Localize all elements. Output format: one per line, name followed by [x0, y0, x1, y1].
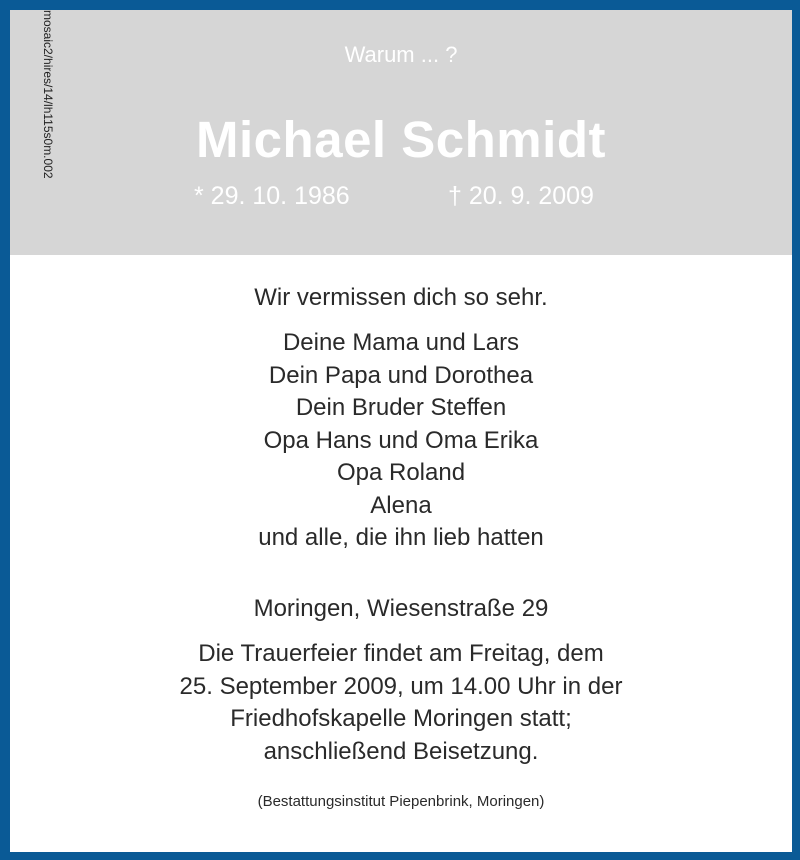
header-question: Warum ... ? [344, 42, 458, 67]
address: Moringen, Wiesenstraße 29 [253, 595, 549, 622]
source-id: mosaic2/hires/14/lh115s0m.002 [41, 10, 55, 179]
mourner-line: Dein Papa und Dorothea [268, 361, 534, 389]
service-info [10, 638, 792, 768]
mourner-line: Dein Bruder Steffen [295, 394, 507, 421]
undertaker-credit: (Bestattungsinstitut Piepenbrink, Moringen) [257, 793, 545, 810]
mourner-line: Opa Roland [336, 459, 466, 486]
service-line: anschließend Beisetzung. [263, 737, 539, 765]
deceased-name: Michael Schmidt [196, 111, 606, 168]
birth-date: * 29. 10. 1986 [194, 182, 350, 210]
service-line: Die Trauerfeier findet am Freitag, dem [198, 640, 604, 667]
mourner-line: Deine Mama und Lars [282, 329, 520, 356]
service-line: Friedhofskapelle Moringen statt; [230, 705, 572, 732]
mourner-line: Opa Hans und Oma Erika [263, 426, 539, 454]
intro-text: Wir vermissen dich so sehr. [254, 284, 548, 311]
obituary-card [10, 10, 792, 852]
mourner-line: Alena [370, 491, 432, 519]
obituary-header [10, 10, 792, 255]
mourners-list [10, 327, 792, 555]
mourner-line: und alle, die ihn lieb hatten [258, 524, 544, 551]
death-date: † 20. 9. 2009 [448, 182, 594, 210]
service-line: 25. September 2009, um 14.00 Uhr in der [179, 672, 623, 700]
